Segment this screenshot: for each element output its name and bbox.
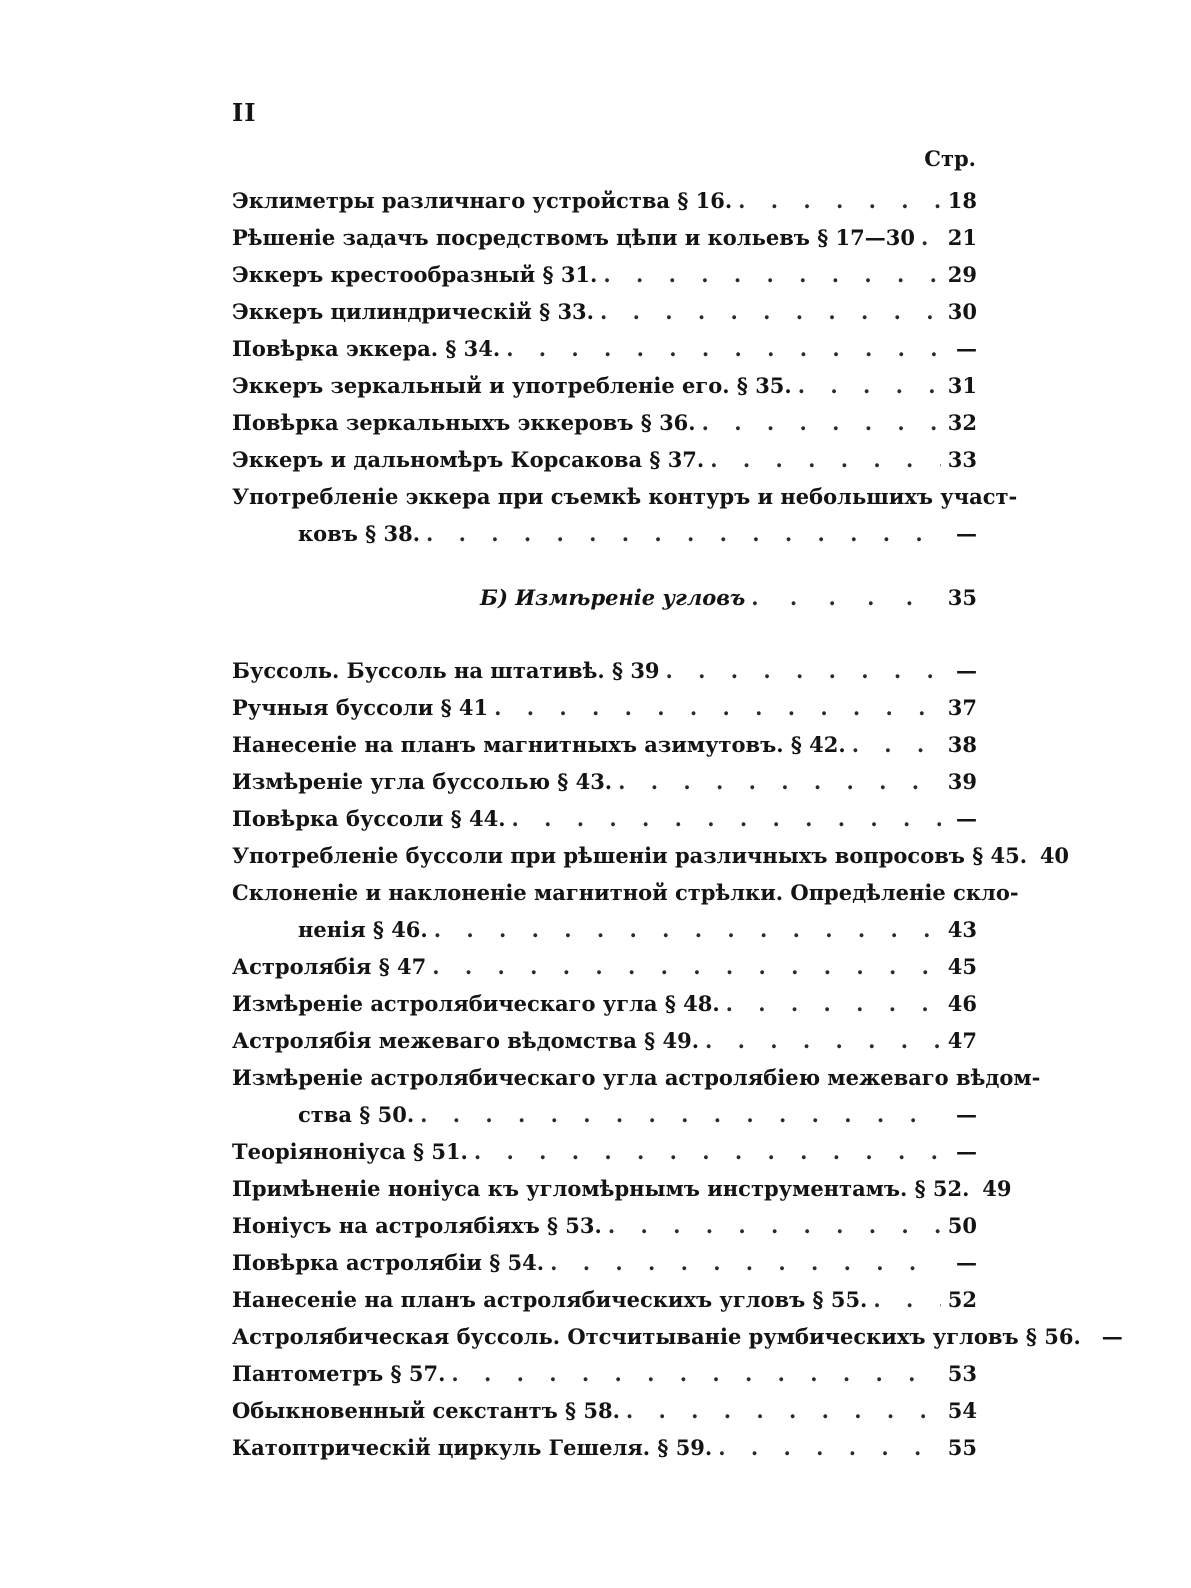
toc-entry [232,1429,977,1466]
dot-leader [474,1133,941,1170]
dot-leader [738,182,941,219]
toc-entry [232,1170,1012,1207]
toc-entry [232,1281,977,1318]
toc-entry-page: 21 [947,225,977,250]
toc-entry [232,1392,977,1429]
toc-entry-page: 37 [947,695,977,720]
toc-entry-text: Примѣненіе ноніуса къ угломѣрнымъ инструментамъ. § 52. [232,1176,970,1201]
toc-entry [232,182,977,219]
dot-leader [512,800,941,837]
toc-entry-text: ненія § 46. [298,917,428,942]
toc-entry-wrapped-second-line [232,1096,977,1133]
toc-entry-page: 46 [947,991,977,1016]
toc-entry [232,1022,977,1059]
toc-entry-page: 29 [947,262,977,287]
toc-entry-text: Эккеръ цилиндрическій § 33. [232,299,594,324]
toc-entry-page: — [956,1102,977,1127]
toc-entry-page: 55 [947,1435,977,1460]
toc-entry-text: Эккеръ зеркальный и употребленіе его. § 35. [232,373,792,398]
toc-entry [232,404,977,441]
toc-entry-page: 31 [947,373,977,398]
dot-leader [702,404,941,441]
toc-entry-text: Астролябія § 47 [232,954,427,979]
dot-leader [608,1207,941,1244]
toc-entry-text: Обыкновенный секстантъ § 58. [232,1398,620,1423]
toc-entry-page: 52 [947,1287,977,1312]
toc-entry-page: 30 [947,299,977,324]
section-page: 35 [947,585,977,610]
dot-leader [852,726,941,763]
dot-leader [705,1022,941,1059]
toc-entry-text: Повѣрка эккера. § 34. [232,336,501,361]
toc-entry-page: — [956,1139,977,1164]
toc-entry-text: Ручныя буссоли § 41 [232,695,489,720]
toc-entry-page: — [956,521,977,546]
dot-leader [420,1096,941,1133]
toc-entry-text: Нанесеніе на планъ магнитныхъ азимутовъ. § 42. [232,732,846,757]
toc-entry [232,441,977,478]
toc-entry [232,948,977,985]
toc-entry-page: 40 [1039,843,1070,868]
dot-leader [873,1281,941,1318]
toc-entry-text: Повѣрка зеркальныхъ эккеровъ § 36. [232,410,696,435]
toc-entry-text: Нанесеніе на планъ астролябическихъ угловъ § 55. [232,1287,868,1312]
toc-entry [232,652,977,689]
toc-entry-text: Астролябическая буссоль. Отсчитываніе румбическихъ угловъ § 56. [232,1324,1081,1349]
toc-entry [232,689,977,726]
toc-entry-text: Катоптрическій циркуль Гешеля. § 59. [232,1435,713,1460]
toc-entry-page: 43 [947,917,977,942]
toc-entry [232,726,977,763]
toc-entry-page: 33 [947,447,977,472]
toc-entry-text: Повѣрка астролябіи § 54. [232,1250,545,1275]
toc-entry-page: — [956,806,977,831]
dot-leader [921,219,941,256]
toc-entry-text: Склоненіе и наклоненіе магнитной стрѣлки. Опредѣленіе скло- [232,880,1019,905]
toc-entry-text: ства § 50. [298,1102,415,1127]
dot-leader [718,1429,941,1466]
toc-entry-page: 32 [947,410,977,435]
toc-entry-text: Рѣшеніе задачъ посредствомъ цѣпи и кольевъ § 17—30 [232,225,915,250]
dot-leader [666,652,941,689]
toc-entry-page: — [956,336,977,361]
toc-entry-text: Измѣреніе астролябическаго угла § 48. [232,991,720,1016]
dot-leader [798,367,941,404]
toc-entry-wrapped-first-line [232,1059,1041,1096]
toc-entry-text: Пантометръ § 57. [232,1361,446,1386]
toc-entry-text: Ноніусъ на астролябіяхъ § 53. [232,1213,602,1238]
toc-entry-wrapped-second-line [232,911,977,948]
toc-entry [232,1318,1123,1355]
toc-entry-text: ковъ § 38. [298,521,421,546]
dot-leader [600,293,941,330]
toc-entry-page: 18 [947,188,977,213]
toc-entry-page: — [956,1250,977,1275]
toc-entry-page: 38 [947,732,977,757]
toc-entry [232,837,1070,874]
toc-entry [232,256,977,293]
toc-entry [232,219,977,256]
dot-leader [550,1244,941,1281]
dot-leader [451,1355,941,1392]
toc-entry-text: Повѣрка буссоли § 44. [232,806,506,831]
toc-entry-text: Эклиметры различнаго устройства § 16. [232,188,733,213]
dot-leader [506,330,941,367]
toc-entry [232,800,977,837]
section-heading-b [232,570,977,626]
dot-leader [751,570,941,626]
dot-leader [626,1392,941,1429]
toc-entry-page: — [1101,1324,1123,1349]
dot-leader [618,763,941,800]
toc-entry-text: Буссоль. Буссоль на штативѣ. § 39 [232,658,660,683]
toc-entry-page: 50 [947,1213,977,1238]
toc-entry-page: 47 [947,1028,977,1053]
toc-entry [232,985,977,1022]
toc-group-b3 [232,1133,1123,1466]
toc-group-a [232,182,977,478]
dot-leader [426,515,941,552]
dot-leader [603,256,941,293]
toc-entry-wrapped-first-line [232,478,1018,515]
section-title: Б) Измѣреніе угловъ [480,585,746,610]
toc-entry-text: Измѣреніе угла буссолью § 43. [232,769,613,794]
toc-entry [232,1133,977,1170]
toc-entry-text: Употребленіе эккера при съемкѣ контуръ и небольшихъ участ- [232,484,1018,509]
toc-entry [232,1355,977,1392]
toc-entry-page: 53 [947,1361,977,1386]
toc-entry-wrapped-second-line [232,515,977,552]
toc-group-b1 [232,652,1070,874]
toc-entry [232,763,977,800]
dot-leader [726,985,941,1022]
toc-entry-page: 54 [947,1398,977,1423]
toc-entry-wrapped-first-line [232,874,1019,911]
toc-entry-page: 49 [982,1176,1012,1201]
toc-entry-text: Эккеръ крестообразный § 31. [232,262,598,287]
dot-leader [494,689,941,726]
toc-entry [232,330,977,367]
toc-entry-text: Теоріяноніуса § 51. [232,1139,468,1164]
toc-group-b2 [232,948,977,1059]
dot-leader [710,441,941,478]
toc-entry [232,293,977,330]
toc-entry-text: Употребленіе буссоли при рѣшеніи различныхъ вопросовъ § 45. [232,843,1028,868]
toc-entry-text: Измѣреніе астролябическаго угла астролябіею межеваго вѣдом- [232,1065,1041,1090]
toc-entry-page: 39 [947,769,977,794]
dot-leader [434,911,941,948]
toc-entry [232,1244,977,1281]
toc-entry-page: — [956,658,977,683]
dot-leader [432,948,941,985]
table-of-contents [232,182,1123,1466]
toc-entry-page: 45 [947,954,977,979]
page-number: II [232,98,257,127]
page-column-header: Стр. [924,146,976,171]
toc-entry [232,1207,977,1244]
toc-entry-text: Астролябія межеваго вѣдомства § 49. [232,1028,700,1053]
toc-entry-text: Эккеръ и дальномѣръ Корсакова § 37. [232,447,705,472]
toc-entry [232,367,977,404]
